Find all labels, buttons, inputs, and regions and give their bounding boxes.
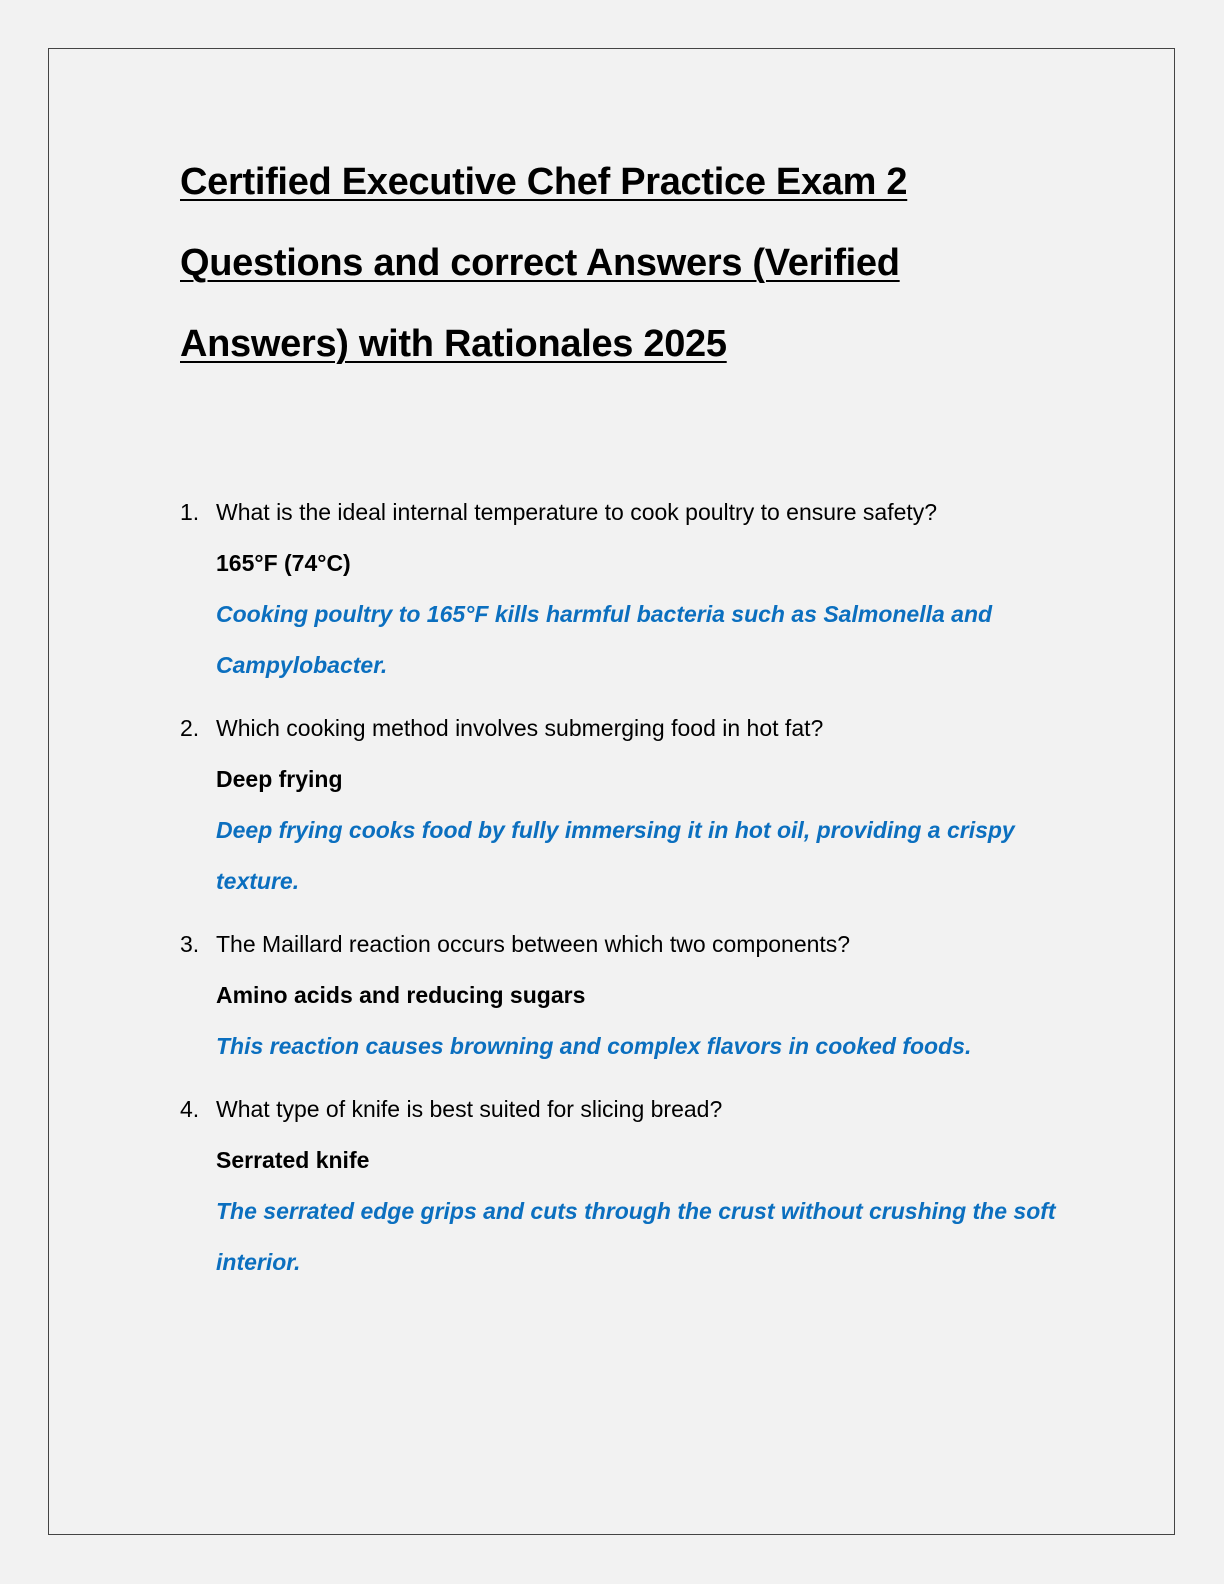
question-number: 3. <box>180 931 200 957</box>
title-line-3: Answers) with Rationales 2025 <box>180 323 727 365</box>
question-number: 2. <box>180 715 200 741</box>
question-text: The Maillard reaction occurs between which two components? <box>216 931 851 957</box>
rationale-text: Deep frying cooks food by fully immersing it in hot oil, providing a crispy texture. <box>216 817 1015 894</box>
question-item-2 <box>180 703 1080 907</box>
title-line-2: Questions and correct Answers (Verified <box>180 242 900 284</box>
rationale-text: Cooking poultry to 165°F kills harmful bacteria such as Salmonella and Campylobacter. <box>216 601 993 678</box>
question-list <box>180 487 1080 1300</box>
title-line-1: Certified Executive Chef Practice Exam 2 <box>180 161 908 203</box>
question-text: Which cooking method involves submerging food in hot fat? <box>216 715 824 741</box>
question-item-4 <box>180 1084 1080 1288</box>
question-item-1 <box>180 487 1080 691</box>
question-text: What is the ideal internal temperature to cook poultry to ensure safety? <box>216 499 938 525</box>
question-item-3 <box>180 919 1080 1072</box>
question-number: 1. <box>180 499 200 525</box>
rationale-text: This reaction causes browning and complex flavors in cooked foods. <box>216 1033 972 1059</box>
answer-text: 165°F (74°C) <box>216 550 351 576</box>
question-number: 4. <box>180 1096 200 1122</box>
question-text: What type of knife is best suited for slicing bread? <box>216 1096 723 1122</box>
document-title <box>180 142 960 385</box>
answer-text: Amino acids and reducing sugars <box>216 982 586 1008</box>
rationale-text: The serrated edge grips and cuts through the crust without crushing the soft interior. <box>216 1198 1056 1275</box>
answer-text: Serrated knife <box>216 1147 370 1173</box>
answer-text: Deep frying <box>216 766 343 792</box>
